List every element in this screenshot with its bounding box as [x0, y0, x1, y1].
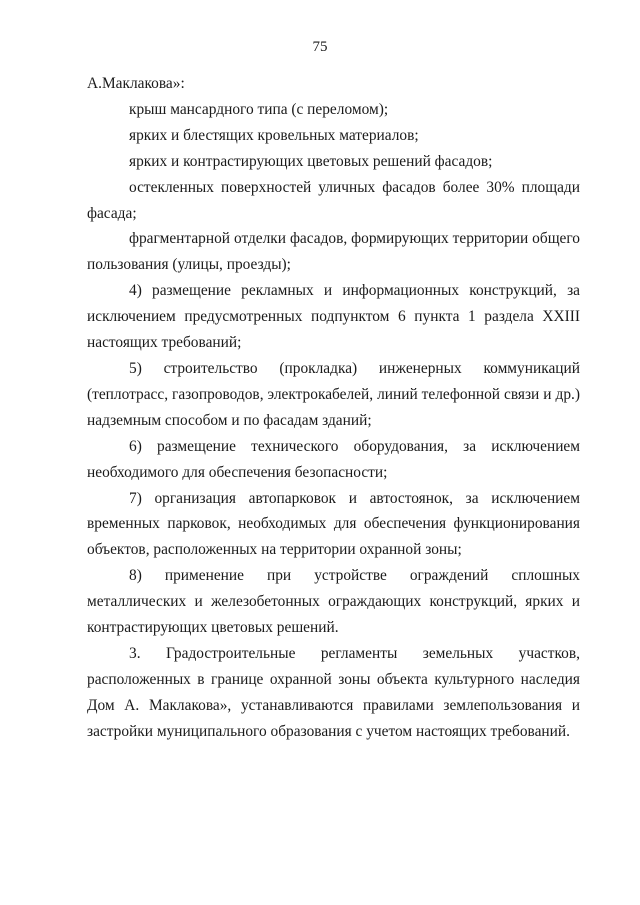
clause-4-advertising: 4) размещение рекламных и информационных конструкций, за исключением предусмотренных подпунктом 6 пункта 1 раздела XXIII настоящих требований; [87, 282, 580, 352]
document-body [87, 71, 580, 745]
list-item-glazed-surfaces: остекленных поверхностей уличных фасадов более 30% площади фасада; [87, 178, 580, 222]
clause-6-equipment: 6) размещение технического оборудования, за исключением необходимого для обеспечения безопасности; [87, 437, 580, 481]
list-item-fragmentary-finish: фрагментарной отделки фасадов, формирующих территории общего пользования (улицы, проезды); [87, 230, 580, 274]
clause-8-fences: 8) применение при устройстве ограждений сплошных металлических и железобетонных ограждающих конструкций, ярких и контрастирующих цветовых решений. [87, 567, 580, 637]
paragraph-continuation: А.Маклакова»: [87, 75, 185, 92]
list-item-mansard-roofs: крыш мансардного типа (с переломом); [129, 100, 389, 118]
clause-5-utilities: 5) строительство (прокладка) инженерных коммуникаций (теплотрасс, газопроводов, электрокабелей, линий телефонной связи и др.) надземным способом и по фасадам зданий; [87, 359, 580, 429]
section-3-regulations: 3. Градостроительные регламенты земельных участков, расположенных в границе охранной зоны объекта культурного наследия Дом А. Маклакова», устанавливаются правилами землепользования и застройки муниципального образования с учетом настоящих требований. [87, 644, 580, 740]
clause-7-parking: 7) организация автопарковок и автостоянок, за исключением временных парковок, необходимых для обеспечения функционирования объектов, расположенных на территории охранной зоны; [87, 489, 580, 559]
list-item-facade-colors: ярких и контрастирующих цветовых решений фасадов; [129, 152, 493, 170]
page-number: 75 [312, 39, 328, 55]
list-item-roofing-materials: ярких и блестящих кровельных материалов; [129, 126, 419, 144]
